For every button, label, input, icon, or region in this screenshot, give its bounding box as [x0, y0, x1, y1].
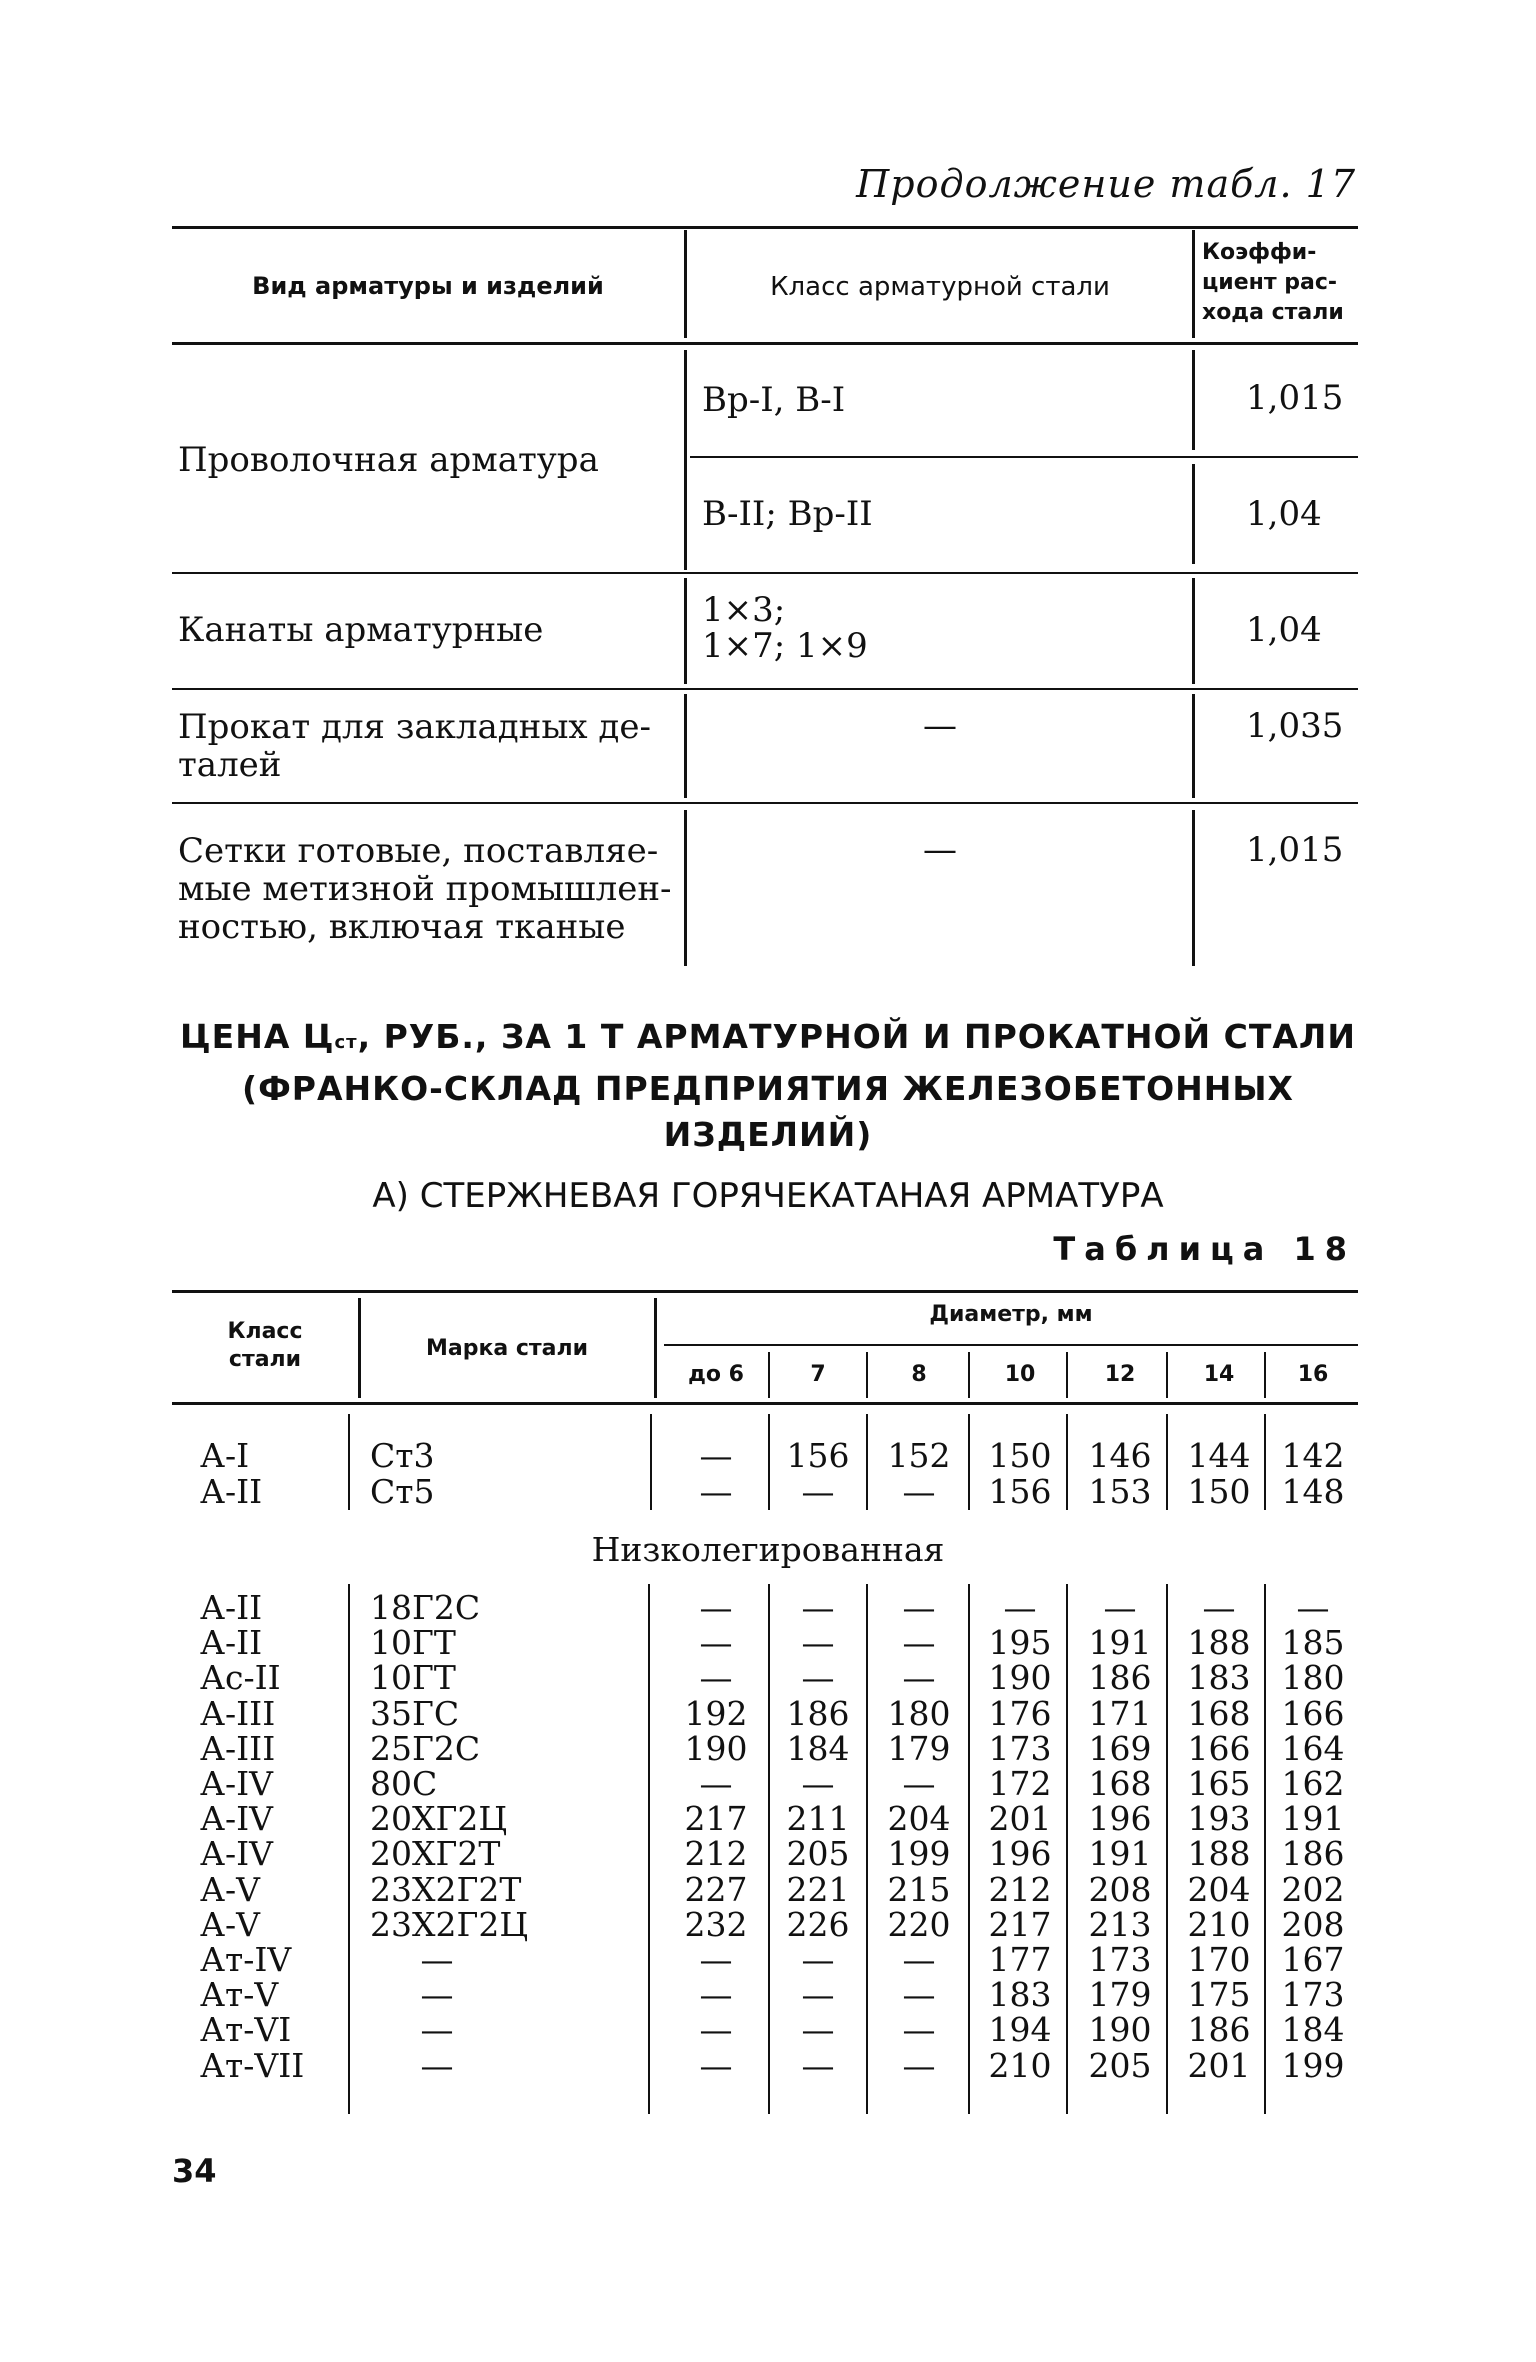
cell-price: 164	[1281, 1728, 1345, 1768]
diameter-header: 16	[1297, 1362, 1329, 1387]
cell-price: 226	[786, 1904, 850, 1944]
cell-price: —	[699, 1764, 733, 1803]
column-divider	[1264, 1352, 1266, 1398]
rule	[172, 688, 1358, 690]
cell-price: —	[699, 1588, 733, 1627]
cell-price: 166	[1281, 1693, 1345, 1733]
cell-class: А-I	[200, 1436, 250, 1475]
cell-price: 193	[1187, 1799, 1251, 1839]
cell-price: —	[902, 1658, 936, 1698]
cell-price: —	[902, 2010, 936, 2050]
cell-price: 190	[988, 1658, 1052, 1698]
table-row	[0, 1474, 1536, 1509]
cell-grade: 20ХГ2Т	[370, 1834, 501, 1874]
rule	[172, 572, 1358, 574]
cell-price: 190	[684, 1728, 748, 1768]
diameter-header: 14	[1203, 1362, 1235, 1387]
table-number-label: Таблица 18	[1053, 1230, 1356, 1268]
rule	[664, 1344, 1358, 1346]
cell-price: —	[699, 1623, 733, 1663]
rule	[172, 226, 1358, 229]
cell-price: 204	[1187, 1869, 1251, 1909]
column-divider	[1192, 464, 1195, 564]
table-row	[0, 1693, 1536, 1733]
cell-price: 196	[988, 1834, 1052, 1874]
cell-price: 191	[1281, 1799, 1345, 1839]
cell-price: 167	[1281, 1940, 1345, 1979]
cell-price: 186	[1088, 1658, 1152, 1698]
cell-price: 183	[1187, 1658, 1251, 1698]
header-diameter: Диаметр, мм	[929, 1302, 1093, 1327]
diameter-header: до 6	[688, 1362, 744, 1387]
cell-price: 153	[1088, 1472, 1152, 1511]
cell-grade: 23Х2Г2Т	[370, 1869, 522, 1909]
cell-price: —	[801, 1940, 835, 1979]
cell-class: А-IV	[200, 1764, 274, 1803]
cell-price: 202	[1281, 1869, 1345, 1909]
cell-price: 191	[1088, 1623, 1152, 1663]
row-class: —	[923, 706, 957, 746]
cell-price: —	[699, 1975, 733, 2015]
header-coef: Коэффи- циент рас- хода стали	[1202, 240, 1344, 325]
cell-class: Ат-VII	[200, 2045, 305, 2085]
table-row	[0, 2045, 1536, 2085]
section-row-label: Низколегированная	[591, 1530, 945, 1569]
cell-price: 186	[1187, 2010, 1251, 2050]
cell-price: 212	[988, 1869, 1052, 1909]
cell-price: 227	[684, 1869, 748, 1909]
cell-price: —	[699, 1436, 733, 1475]
cell-price: 148	[1281, 1472, 1345, 1511]
rule	[690, 456, 1358, 458]
column-divider	[684, 578, 687, 684]
cell-price: 201	[1187, 2045, 1251, 2085]
cell-price: 156	[988, 1472, 1052, 1511]
row-coef: 1,035	[1246, 706, 1344, 746]
row-coef: 1,04	[1246, 610, 1322, 650]
cell-price: 232	[684, 1904, 748, 1944]
cell-price: 199	[1281, 2045, 1345, 2085]
cell-price: 172	[988, 1764, 1052, 1803]
cell-price: 173	[988, 1728, 1052, 1768]
column-divider	[684, 350, 687, 570]
cell-price: 221	[786, 1869, 850, 1909]
cell-price: 152	[887, 1436, 951, 1475]
title-line: ИЗДЕЛИЙ)	[663, 1115, 873, 1154]
cell-price: 169	[1088, 1728, 1152, 1768]
column-divider	[1192, 578, 1195, 684]
cell-price: —	[699, 1658, 733, 1698]
cell-grade: 10ГТ	[370, 1658, 456, 1698]
column-divider	[1192, 230, 1195, 338]
cell-grade: —	[420, 2045, 454, 2085]
cell-class: А-II	[200, 1623, 263, 1663]
cell-price: 168	[1187, 1693, 1251, 1733]
cell-price: 170	[1187, 1940, 1251, 1979]
cell-price: —	[801, 2010, 835, 2050]
cell-price: —	[1296, 1588, 1330, 1627]
column-divider	[1166, 1352, 1168, 1398]
cell-price: —	[1202, 1588, 1236, 1627]
table-row	[0, 1904, 1536, 1944]
cell-grade: 80С	[370, 1764, 438, 1803]
table-continuation-label: Продолжение табл. 17	[856, 162, 1356, 206]
column-divider	[1192, 810, 1195, 966]
table-row	[0, 1975, 1536, 2015]
cell-class: Ас-II	[200, 1658, 281, 1698]
cell-price: 211	[786, 1799, 850, 1839]
cell-price: 220	[887, 1904, 951, 1944]
cell-price: 192	[684, 1693, 748, 1733]
table-row	[0, 1799, 1536, 1839]
cell-price: —	[902, 1975, 936, 2015]
cell-price: 191	[1088, 1834, 1152, 1874]
cell-price: 179	[1088, 1975, 1152, 2015]
column-divider	[1192, 350, 1195, 450]
row-kind: Сетки готовые, поставляе- мые метизной промышлен- ностью, включая тканые	[178, 831, 672, 947]
table-row	[0, 1869, 1536, 1909]
table-row	[0, 1834, 1536, 1874]
cell-price: —	[902, 1623, 936, 1663]
diameter-header: 7	[810, 1362, 826, 1387]
cell-price: 144	[1187, 1436, 1251, 1475]
cell-price: 165	[1187, 1764, 1251, 1803]
column-divider	[654, 1298, 657, 1398]
cell-price: 210	[1187, 1904, 1251, 1944]
cell-price: 171	[1088, 1693, 1152, 1733]
cell-price: —	[801, 1623, 835, 1663]
table-row	[0, 2010, 1536, 2050]
cell-price: 150	[988, 1436, 1052, 1475]
cell-grade: —	[420, 1940, 454, 1979]
cell-price: 195	[988, 1623, 1052, 1663]
cell-grade: 35ГС	[370, 1693, 460, 1733]
row-coef: 1,015	[1246, 378, 1344, 418]
cell-grade: Ст5	[370, 1472, 435, 1511]
cell-class: А-V	[200, 1869, 260, 1909]
column-divider	[358, 1298, 361, 1398]
cell-price: 175	[1187, 1975, 1251, 2015]
column-divider	[684, 810, 687, 966]
cell-price: 185	[1281, 1623, 1345, 1663]
cell-grade: 10ГТ	[370, 1623, 456, 1663]
cell-price: 208	[1088, 1869, 1152, 1909]
cell-price: 179	[887, 1728, 951, 1768]
section-title	[0, 1014, 1536, 1158]
title-line: ЦЕНА Цст, РУБ., ЗА 1 Т АРМАТУРНОЙ И ПРОКАТНОЙ СТАЛИ	[180, 1017, 1356, 1056]
header-kind: Вид арматуры и изделий	[252, 272, 604, 300]
cell-grade: —	[420, 2010, 454, 2050]
row-kind: Прокат для закладных де- талей	[178, 707, 651, 785]
cell-price: 173	[1088, 1940, 1152, 1979]
table-row	[0, 1658, 1536, 1698]
cell-price: —	[699, 2010, 733, 2050]
cell-price: 184	[786, 1728, 850, 1768]
cell-price: 142	[1281, 1436, 1345, 1475]
cell-class: А-IV	[200, 1834, 274, 1874]
cell-price: —	[902, 1940, 936, 1979]
cell-price: —	[801, 1764, 835, 1803]
cell-price: —	[801, 1472, 835, 1511]
table-row	[0, 1766, 1536, 1801]
rule	[172, 342, 1358, 345]
cell-price: 217	[988, 1904, 1052, 1944]
diameter-header: 12	[1104, 1362, 1136, 1387]
cell-grade: 25Г2С	[370, 1728, 481, 1768]
cell-price: —	[902, 1472, 936, 1511]
cell-price: 180	[1281, 1658, 1345, 1698]
cell-price: 199	[887, 1834, 951, 1874]
cell-price: 208	[1281, 1904, 1345, 1944]
page-number: 34	[172, 2152, 217, 2190]
cell-price: 205	[786, 1834, 850, 1874]
rule	[172, 1402, 1358, 1405]
cell-price: —	[801, 1588, 835, 1627]
cell-price: 190	[1088, 2010, 1152, 2050]
cell-class: А-V	[200, 1904, 260, 1944]
cell-class: А-IV	[200, 1799, 274, 1839]
table-row	[0, 1590, 1536, 1625]
cell-class: Ат-IV	[200, 1940, 292, 1979]
cell-price: 217	[684, 1799, 748, 1839]
cell-price: 201	[988, 1799, 1052, 1839]
cell-price: 204	[887, 1799, 951, 1839]
cell-grade: 18Г2С	[370, 1588, 481, 1627]
cell-price: 186	[1281, 1834, 1345, 1874]
cell-price: 168	[1088, 1764, 1152, 1803]
cell-class: А-II	[200, 1588, 263, 1627]
cell-price: —	[699, 2045, 733, 2085]
cell-price: 194	[988, 2010, 1052, 2050]
cell-class: Ат-V	[200, 1975, 279, 2015]
cell-price: 180	[887, 1693, 951, 1733]
cell-price: —	[1003, 1588, 1037, 1627]
table-row	[0, 1942, 1536, 1977]
row-coef: 1,015	[1246, 830, 1344, 870]
cell-grade: 23Х2Г2Ц	[370, 1904, 529, 1944]
column-divider	[684, 694, 687, 798]
cell-price: 196	[1088, 1799, 1152, 1839]
header-class: Класс стали	[227, 1319, 303, 1372]
row-kind: Канаты арматурные	[178, 610, 544, 650]
diameter-header: 8	[911, 1362, 927, 1387]
row-class: В-II; Вр-II	[702, 494, 873, 534]
header-grade: Марка стали	[425, 1336, 589, 1361]
row-coef: 1,04	[1246, 494, 1322, 534]
cell-price: 188	[1187, 1834, 1251, 1874]
cell-price: 188	[1187, 1623, 1251, 1663]
title-line: (ФРАНКО-СКЛАД ПРЕДПРИЯТИЯ ЖЕЛЕЗОБЕТОННЫХ	[241, 1069, 1294, 1108]
row-class: —	[923, 830, 957, 870]
cell-grade: 20ХГ2Ц	[370, 1799, 508, 1839]
cell-price: 184	[1281, 2010, 1345, 2050]
cell-price: —	[699, 1472, 733, 1511]
table-row	[0, 1438, 1536, 1473]
cell-price: 177	[988, 1940, 1052, 1979]
column-divider	[1066, 1352, 1068, 1398]
cell-grade: —	[420, 1975, 454, 2015]
cell-price: 186	[786, 1693, 850, 1733]
cell-price: 166	[1187, 1728, 1251, 1768]
cell-class: А-II	[200, 1472, 263, 1511]
cell-price: —	[1103, 1588, 1137, 1627]
cell-price: 215	[887, 1869, 951, 1909]
rule	[172, 802, 1358, 804]
cell-price: 212	[684, 1834, 748, 1874]
cell-grade: Ст3	[370, 1436, 435, 1475]
cell-price: 205	[1088, 2045, 1152, 2085]
cell-price: 173	[1281, 1975, 1345, 2015]
table-row	[0, 1728, 1536, 1768]
rule	[172, 1290, 1358, 1293]
row-kind: Проволочная арматура	[178, 440, 599, 480]
column-divider	[1192, 694, 1195, 798]
cell-price: —	[902, 1588, 936, 1627]
cell-price: 156	[786, 1436, 850, 1475]
row-class: Вр-I, В-I	[702, 380, 846, 420]
cell-class: Ат-VI	[200, 2010, 292, 2050]
cell-price: 183	[988, 1975, 1052, 2015]
cell-price: 146	[1088, 1436, 1152, 1475]
cell-price: —	[801, 1658, 835, 1698]
cell-price: 210	[988, 2045, 1052, 2085]
cell-price: —	[801, 1975, 835, 2015]
cell-class: А-III	[200, 1728, 276, 1768]
cell-price: —	[902, 1764, 936, 1803]
column-divider	[684, 230, 687, 338]
cell-price: 176	[988, 1693, 1052, 1733]
row-class: 1×3; 1×7; 1×9	[702, 590, 868, 666]
cell-price: —	[902, 2045, 936, 2085]
cell-price: 213	[1088, 1904, 1152, 1944]
cell-price: —	[801, 2045, 835, 2085]
cell-price: 150	[1187, 1472, 1251, 1511]
cell-class: А-III	[200, 1693, 276, 1733]
cell-price: 162	[1281, 1764, 1345, 1803]
diameter-header: 10	[1004, 1362, 1036, 1387]
header-class: Класс арматурной стали	[770, 272, 1110, 302]
section-subtitle: А) СТЕРЖНЕВАЯ ГОРЯЧЕКАТАНАЯ АРМАТУРА	[372, 1176, 1164, 1216]
cell-price: —	[699, 1940, 733, 1979]
table-row	[0, 1623, 1536, 1663]
